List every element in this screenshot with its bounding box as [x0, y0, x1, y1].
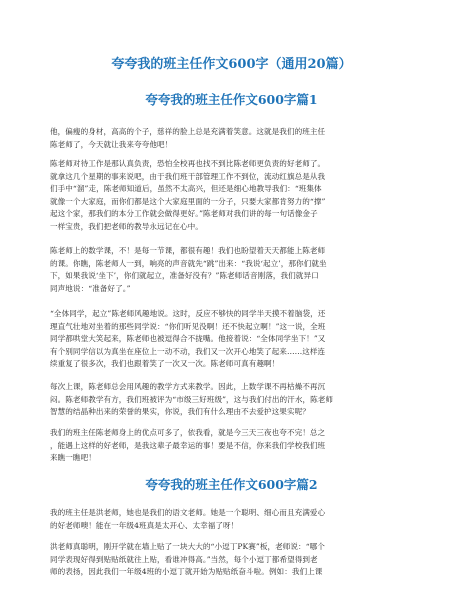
- paragraph: [50, 308, 420, 371]
- text-line: 来瞧一瞧吧！: [50, 453, 96, 463]
- text-line: 洪老师真聪明，刚开学就在墙上贴了一块大大的“小逗丁PK赛”板，老师说：“哪个: [50, 542, 325, 551]
- text-line: 陈老师上的数学课，不！是每一节课，都很有趣！我们也盼望着天天都能上陈老师: [50, 246, 326, 255]
- text-line: 我的班主任是洪老师，她也是我们的语文老师。她是一个聪明、细心而且充满爱心: [50, 508, 326, 517]
- section-heading-1: 夸夸我的班主任作文600字篇1: [145, 92, 318, 107]
- text-line: 同声地说：“准备好了。”: [50, 283, 131, 293]
- paragraph: [50, 126, 420, 151]
- text-line: 师的表扬，因此我们一年级4班的小逗丁就开始为贴贴纸奋斗啦。例如：我们上课: [50, 567, 323, 577]
- text-line: 闷。陈老师教学有方，我们班被评为“市级三好班级”，这与我们付出的汗水，陈老师: [50, 394, 334, 404]
- text-line: 他，偏瘦的身材，高高的个子，慈祥的脸上总是充满着笑意。这就是我们的班主任: [50, 127, 326, 136]
- text-line: 的好老师噢！能在一年级4班真是太开心、太幸福了呀！: [50, 520, 239, 530]
- text-line: 理直气壮地对坐着的那些同学说：“你们听见没啊！还不快起立啊！”这一说，全班: [50, 321, 326, 331]
- text-line: ，能遇上这样的好老师，是我这辈子最幸运的事！要是不信，你来我们学校我们班: [50, 440, 326, 450]
- text-line: 同学表现好得到贴贴纸就往上贴，看谁冲得高。”当然，每个小逗丁都希望得到老: [50, 554, 318, 564]
- text-line: 我们的班主任陈老师身上的优点可多了，依我看，就是今三天三夜也夸不完！总之: [50, 428, 326, 437]
- text-line: 陈老师对待工作是那认真负责，恐怕全校再也找不到比陈老师更负责的好老师了。: [50, 159, 326, 168]
- paragraph: [50, 381, 420, 419]
- text-line: 陈老师了，今天就让我来夸夸他吧！: [50, 139, 173, 149]
- text-line: 有个别同学信以为真坐在座位上一动不动，我们又一次开心地笑了起来……这样连: [50, 346, 326, 356]
- text-line: 同学都哄堂大笑起来，陈老师也被逗得合不拢嘴。他接着说：“全体同学坐下！”又: [50, 334, 326, 344]
- paragraph: [50, 541, 420, 579]
- text-line: 下，如果我说‘坐下’，你们就起立，准备好没有？”陈老师话音刚落，我们就异口: [50, 271, 319, 281]
- text-line: 就拿这几个星期的事来说吧，由于我们班干部管理工作不到位，流动红旗总是从我: [50, 171, 326, 181]
- text-line: 起这个家，那我们的本分工作就会做得更好。”陈老师对我们讲的每一句话像金子: [50, 209, 318, 219]
- text-line: 智慧的结晶种出来的荣誉的果实，你说，我们有什么理由不去爱护这果实呢？: [50, 407, 310, 417]
- text-line: 就像一个大家庭，而你们都是这个大家庭里面的一分子，只要大家都肯努力的“撑”: [50, 196, 326, 206]
- text-line: 们手中“溜”走，陈老师知道后，虽然不太高兴，但还是细心地教导我们：“班集体: [50, 184, 322, 194]
- text-line: 续重复了很多次，我们也跟着笑了一次又一次。陈老师可真有趣啊！: [50, 359, 280, 369]
- text-line: “全体同学，起立”陈老师风趣地说。这时，反应不够快的同学半天摸不着脑袋，还: [50, 309, 326, 318]
- text-line: 一样宝贵，我们把老师的教导永远记在心中。: [50, 221, 203, 231]
- paragraph: [50, 245, 420, 295]
- section-heading-2: 夸夸我的班主任作文600字篇2: [145, 477, 318, 492]
- paragraph: [50, 427, 420, 465]
- paragraph: [50, 158, 420, 234]
- text-line: 每次上课，陈老师总会用风趣的教学方式来教学。因此，上数学课不再枯燥不再沉: [50, 382, 326, 391]
- text-line: 的课。你瞧，陈老师人一到，响亮的声音就先“跳”出来：“我说‘起立’，那你们就坐: [50, 258, 327, 268]
- paragraph: [50, 507, 420, 532]
- document-title: 夸夸我的班主任作文600字（通用20篇）: [111, 57, 352, 72]
